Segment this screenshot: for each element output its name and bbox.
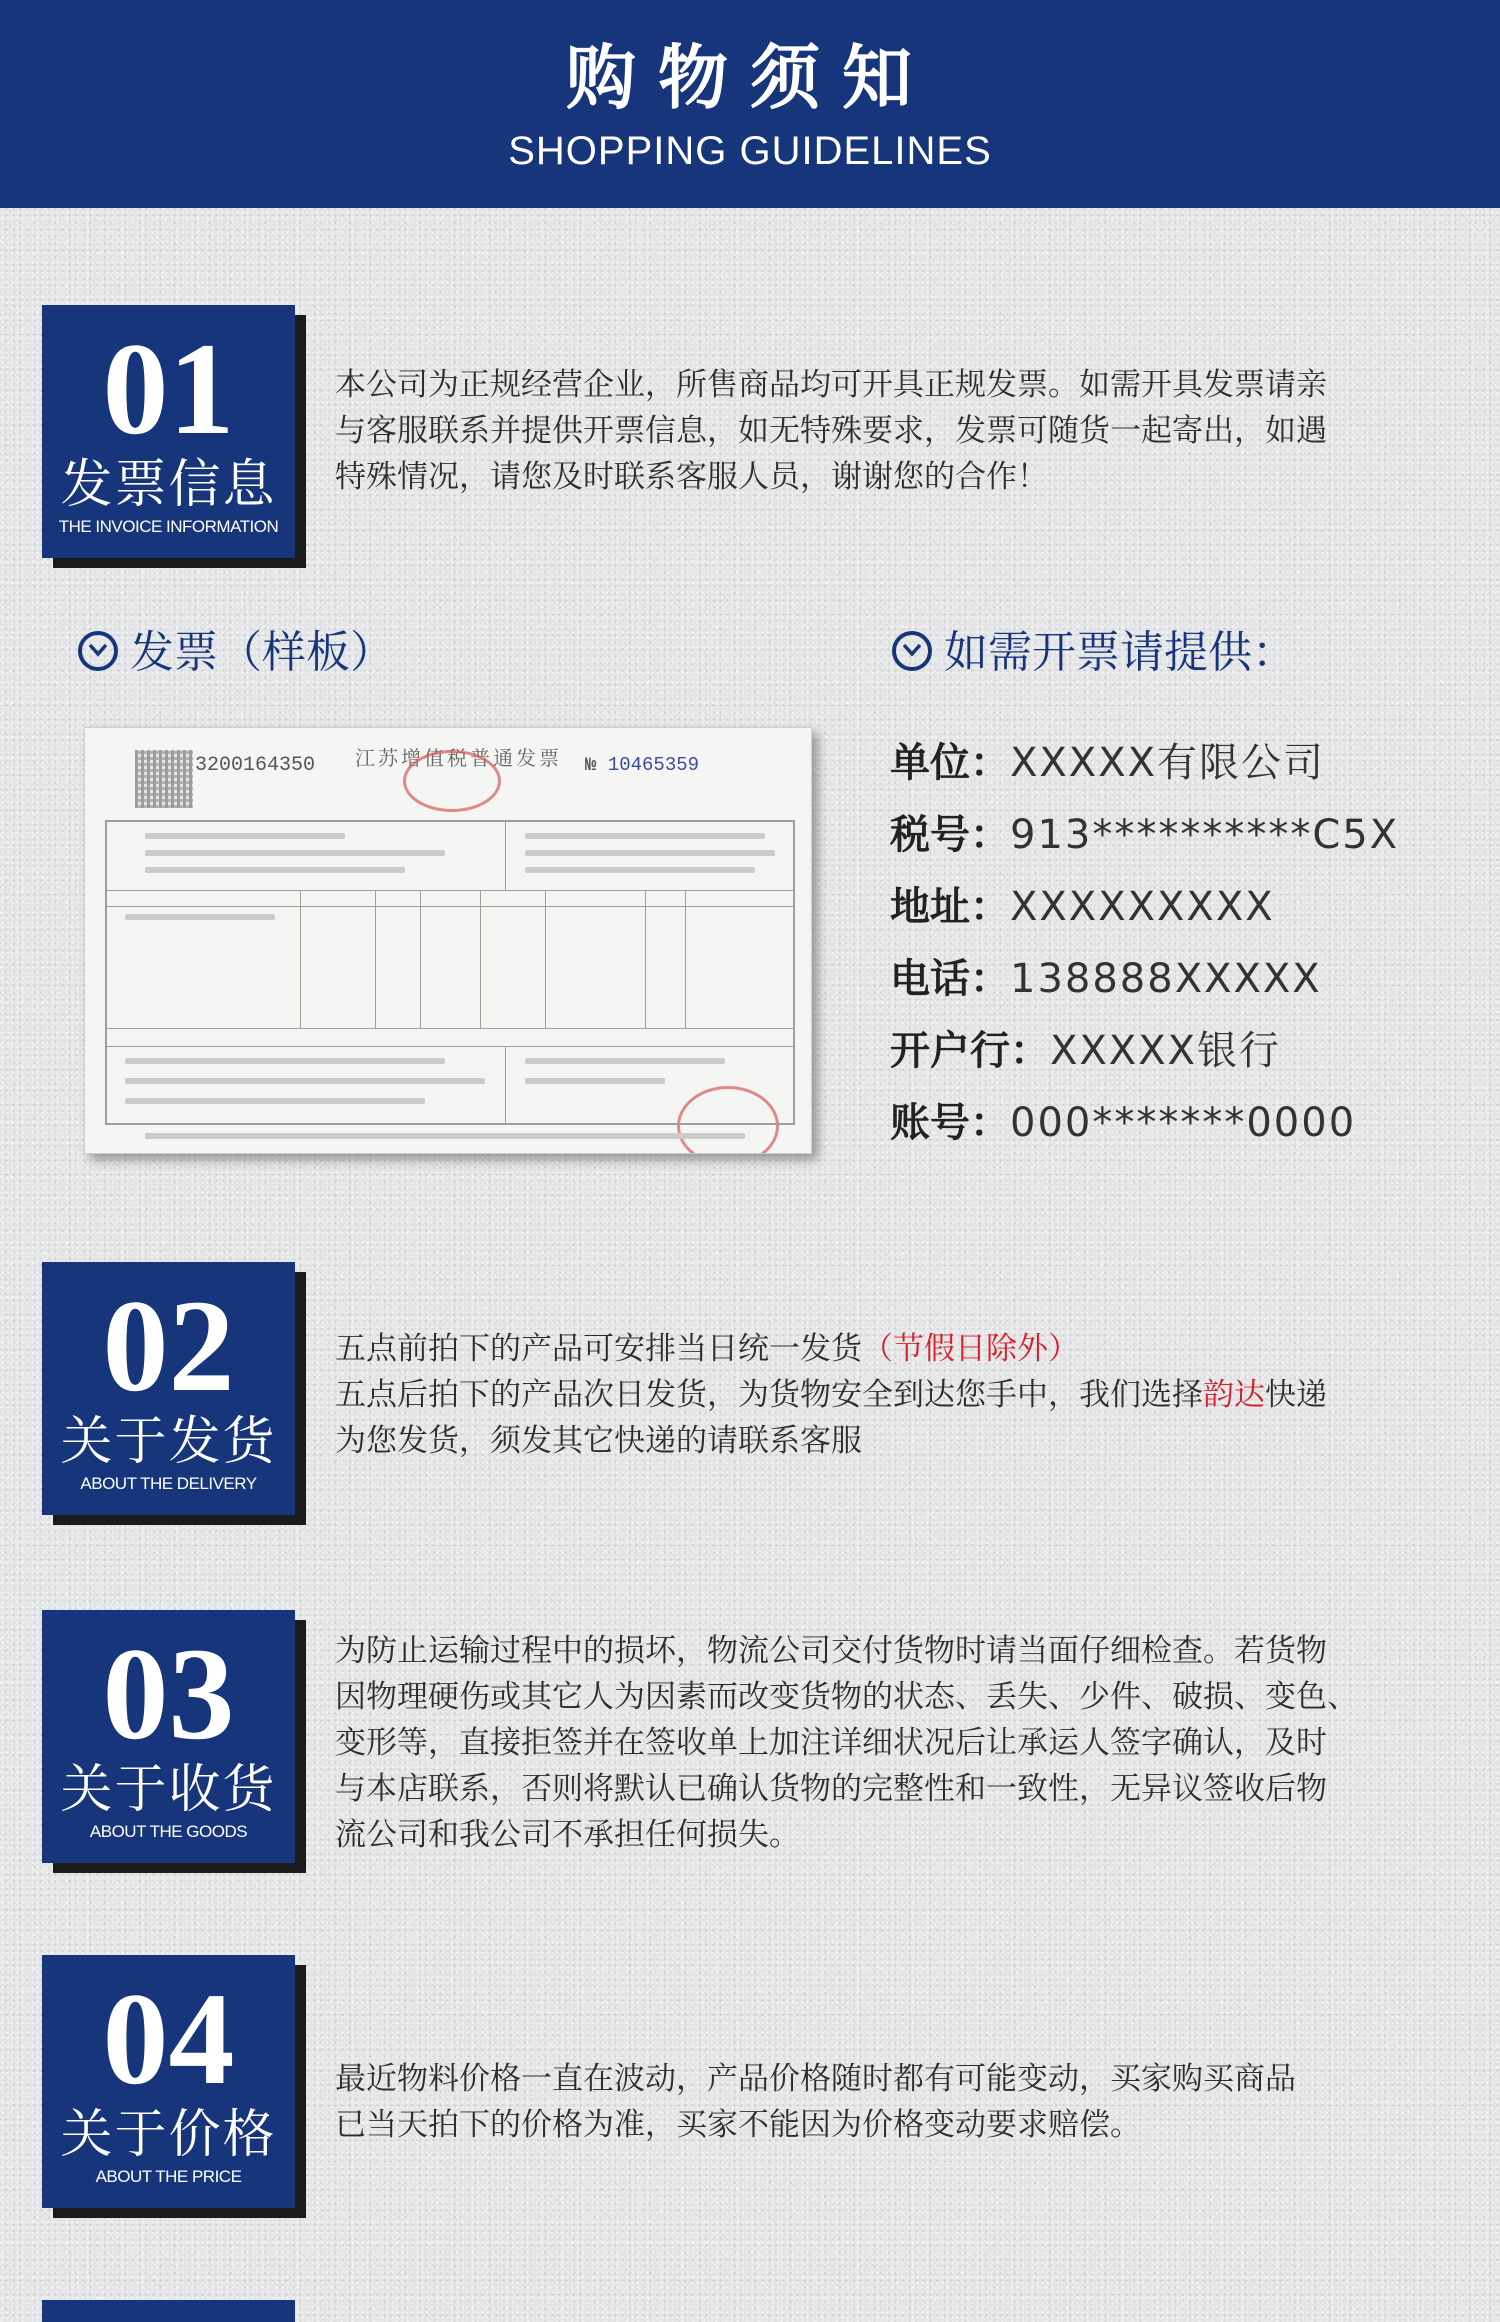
invoice-text-line — [125, 1058, 445, 1064]
table-border — [545, 890, 546, 1028]
text-line: 已当天拍下的价格为准，买家不能因为价格变动要求赔偿。 — [335, 2107, 1141, 2143]
table-border — [105, 890, 795, 891]
field-value: XXXXX银行 — [1050, 1028, 1282, 1074]
text-line — [335, 1326, 1475, 1372]
invoice-request-heading-text: 如需开票请提供： — [944, 627, 1296, 678]
text-line: 为防止运输过程中的损坏，物流公司交付货物时请当面仔细检查。若货物 — [335, 1633, 1327, 1669]
field-label: 单位： — [890, 740, 1010, 786]
qr-code-icon — [135, 750, 193, 808]
table-border — [685, 890, 686, 1028]
invoice-text-line — [525, 833, 765, 839]
table-border — [105, 1123, 795, 1125]
invoice-text-line — [145, 833, 345, 839]
courier-name: 韵达 — [1203, 1377, 1265, 1413]
text-line — [335, 1372, 1475, 1418]
delivery-line-2-end: 快递 — [1265, 1377, 1327, 1413]
section-badge-delivery — [42, 1262, 295, 1515]
chevron-down-icon — [892, 631, 932, 671]
table-border — [793, 820, 795, 1125]
invoice-text-line — [145, 867, 405, 873]
stamp-icon — [403, 750, 501, 812]
field-label: 开户行： — [890, 1028, 1050, 1074]
section-text-invoice — [335, 362, 1475, 500]
text-line: 本公司为正规经营企业，所售商品均可开具正规发票。如需开具发票请亲 — [335, 367, 1327, 403]
section-title-en: ABOUT THE PRICE — [95, 2167, 242, 2186]
page-title: 购物须知 — [566, 36, 934, 119]
table-border — [105, 906, 795, 907]
field-value: XXXXXXXXX — [1010, 884, 1275, 930]
field-company — [890, 738, 1325, 788]
field-bank — [890, 1026, 1281, 1076]
text-line: 变形等，直接拒签并在签收单上加注详细状况后让承运人签字确认，及时 — [335, 1725, 1327, 1761]
text-line: 特殊情况，请您及时联系客服人员，谢谢您的合作！ — [335, 459, 1048, 495]
page-header — [0, 0, 1500, 208]
section-title-cn: 关于收货 — [60, 1760, 277, 1820]
table-border — [300, 890, 301, 1028]
page-subtitle: SHOPPING GUIDELINES — [508, 129, 992, 173]
section-badge-next — [42, 2300, 295, 2322]
section-title-en: THE INVOICE INFORMATION — [58, 517, 279, 536]
invoice-title: 江苏增值税普通发票 — [355, 746, 562, 770]
invoice-number-label: № — [585, 754, 597, 776]
table-border — [645, 890, 646, 1028]
text-line: 最近物料价格一直在波动，产品价格随时都有可能变动，买家购买商品 — [335, 2061, 1296, 2097]
text-line: 流公司和我公司不承担任何损失。 — [335, 1817, 800, 1853]
invoice-text-line — [525, 850, 775, 856]
field-tax-id — [890, 810, 1399, 860]
invoice-text-line — [125, 914, 275, 920]
stamp-icon — [677, 1086, 779, 1154]
invoice-text-line — [525, 1078, 665, 1084]
section-title-en: ABOUT THE GOODS — [89, 1822, 248, 1841]
invoice-text-line — [145, 1133, 745, 1139]
table-border — [480, 890, 481, 1028]
invoice-text-line — [525, 1058, 725, 1064]
section-title-cn: 关于价格 — [60, 2105, 277, 2165]
table-border — [420, 890, 421, 1028]
field-phone — [890, 954, 1322, 1004]
text-line: 与本店联系，否则将默认已确认货物的完整性和一致性，无异议签收后物 — [335, 1771, 1327, 1807]
invoice-text-line — [525, 867, 755, 873]
table-border — [505, 1046, 506, 1123]
invoice-number — [585, 754, 699, 776]
section-text-goods — [335, 1628, 1475, 1858]
section-badge-price — [42, 1955, 295, 2208]
table-border — [105, 820, 795, 822]
invoice-text-line — [145, 850, 445, 856]
holiday-note: （节假日除外） — [862, 1331, 1079, 1367]
invoice-request-heading — [892, 628, 1296, 678]
delivery-line-2: 五点后拍下的产品次日发货，为货物安全到达您手中，我们选择 — [335, 1377, 1203, 1413]
field-value: 000*******0000 — [1010, 1100, 1357, 1146]
section-title-en: ABOUT THE DELIVERY — [80, 1474, 257, 1493]
field-value: XXXXX有限公司 — [1010, 740, 1326, 786]
invoice-text-line — [125, 1078, 485, 1084]
field-account — [890, 1098, 1356, 1148]
section-number: 02 — [102, 1272, 235, 1419]
table-border — [375, 890, 376, 1028]
section-title-cn: 关于发货 — [60, 1412, 277, 1472]
section-badge-invoice — [42, 305, 295, 558]
section-text-delivery — [335, 1326, 1475, 1464]
section-title-cn: 发票信息 — [60, 455, 277, 515]
field-address — [890, 882, 1275, 932]
text-line: 为您发货，须发其它快递的请联系客服 — [335, 1423, 862, 1459]
field-label: 地址： — [890, 884, 1010, 930]
field-label: 税号： — [890, 812, 1010, 858]
field-label: 账号： — [890, 1100, 1010, 1146]
section-text-price — [335, 2056, 1475, 2148]
section-number: 04 — [102, 1965, 235, 2112]
table-border — [105, 1046, 795, 1047]
text-line: 与客服联系并提供开票信息，如无特殊要求，发票可随货一起寄出，如遇 — [335, 413, 1327, 449]
table-border — [105, 820, 107, 1125]
field-value: 138888XXXXX — [1010, 956, 1322, 1002]
section-number: 03 — [102, 1620, 235, 1767]
invoice-code: 3200164350 — [195, 754, 316, 777]
section-number: 01 — [102, 315, 235, 462]
invoice-number-value: 10465359 — [607, 754, 700, 776]
invoice-sample-heading-text: 发票（样板） — [130, 627, 394, 678]
invoice-sample-heading — [78, 628, 394, 678]
delivery-line-1: 五点前拍下的产品可安排当日统一发货 — [335, 1331, 862, 1367]
text-line: 因物理硬伤或其它人为因素而改变货物的状态、丢失、少件、破损、变色、 — [335, 1679, 1358, 1715]
table-border — [505, 820, 506, 890]
field-value: 913**********C5X — [1010, 812, 1400, 858]
chevron-down-icon — [78, 631, 118, 671]
field-label: 电话： — [890, 956, 1010, 1002]
invoice-text-line — [125, 1098, 425, 1104]
invoice-sample-image — [84, 727, 812, 1154]
section-badge-goods — [42, 1610, 295, 1863]
table-border — [105, 1028, 795, 1029]
